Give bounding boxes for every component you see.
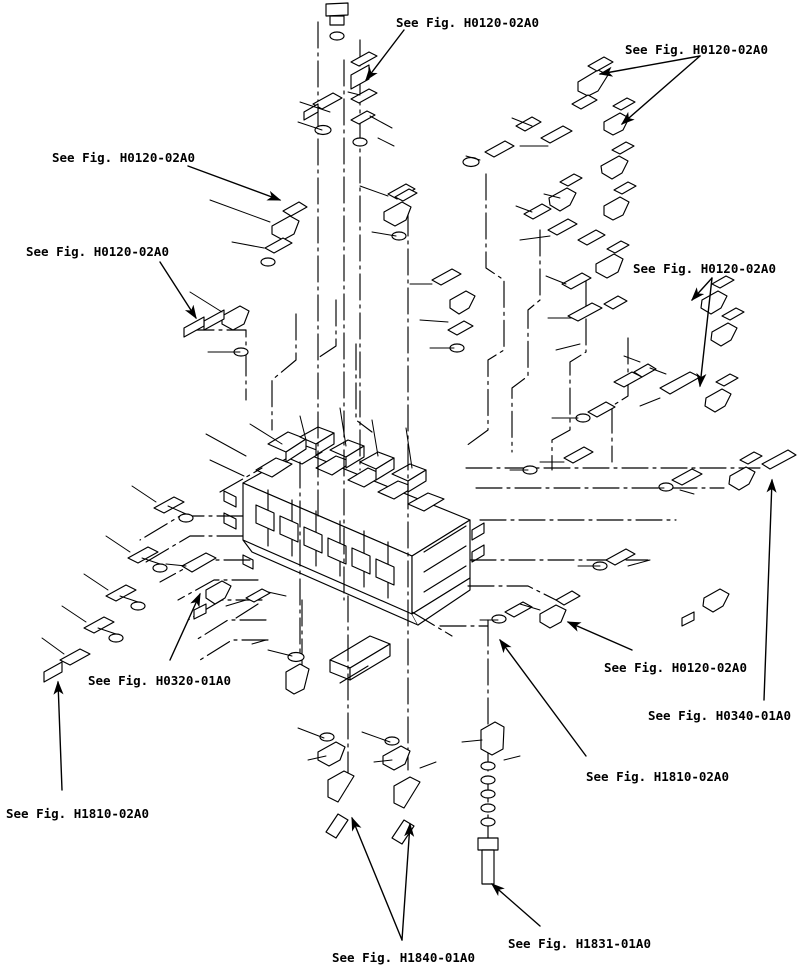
callout-h0120-02a0-right: See Fig. H0120-02A0 — [633, 261, 776, 276]
callout-h0120-02a0-top-right: See Fig. H0120-02A0 — [625, 42, 768, 57]
callout-h0120-02a0-left: See Fig. H0120-02A0 — [26, 244, 169, 259]
callout-h1840-01a0: See Fig. H1840-01A0 — [332, 950, 475, 965]
callout-h0120-02a0-upper-left: See Fig. H0120-02A0 — [52, 150, 195, 165]
callout-h1810-02a0-left: See Fig. H1810-02A0 — [6, 806, 149, 821]
callout-h0120-02a0-lower-right: See Fig. H0120-02A0 — [604, 660, 747, 675]
callout-h0120-02a0-top: See Fig. H0120-02A0 — [396, 15, 539, 30]
callout-h1810-02a0-bottom: See Fig. H1810-02A0 — [586, 769, 729, 784]
callout-h0340-01a0: See Fig. H0340-01A0 — [648, 708, 791, 723]
callout-h0320-01a0: See Fig. H0320-01A0 — [88, 673, 231, 688]
callout-h1831-01a0: See Fig. H1831-01A0 — [508, 936, 651, 951]
